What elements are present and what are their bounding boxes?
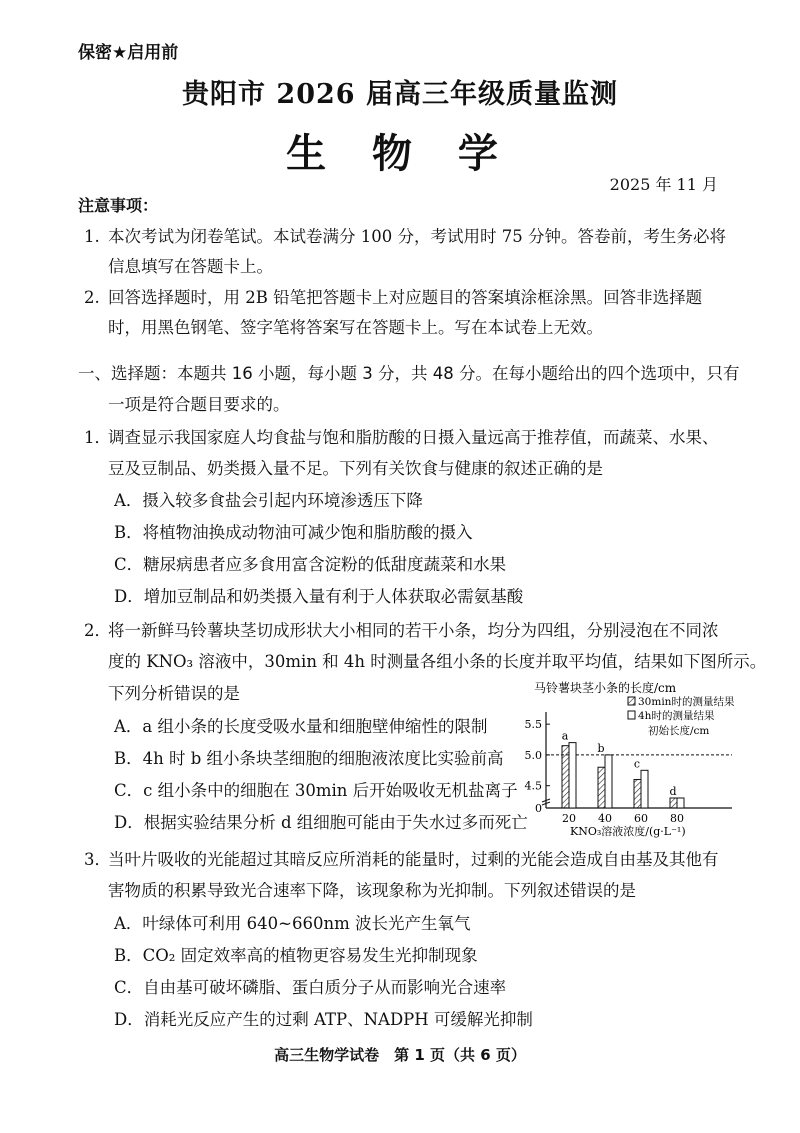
page-footer: 高三生物学试卷 第 1 页（共 6 页） bbox=[274, 1046, 526, 1064]
question-2 bbox=[84, 617, 719, 641]
note-text: 回答选择题时，用 2B 铅笔把答题卡上对应题目的答案填涂框涂黑。回答非选择题 bbox=[108, 288, 703, 307]
legend-swatch bbox=[628, 697, 635, 705]
group-label: a bbox=[561, 729, 569, 743]
question-3 bbox=[84, 846, 719, 870]
y-tick-label: 4.5 bbox=[524, 779, 542, 793]
bar-d-30min bbox=[670, 798, 677, 808]
x-tick-label: 20 bbox=[562, 812, 576, 825]
chart-title: 马铃薯块茎小条的长度/cm bbox=[534, 681, 677, 695]
question-stem-cont: 害物质的积累导致光合速率下降，该现象称为光抑制。下列叙述错误的是 bbox=[108, 881, 636, 900]
x-tick-label: 60 bbox=[634, 812, 648, 825]
option-a: A．a 组小条的长度受吸水量和细胞壁伸缩性的限制 bbox=[114, 717, 488, 736]
x-tick-label: 80 bbox=[670, 812, 684, 825]
option-b: B．CO₂ 固定效率高的植物更容易发生光抑制现象 bbox=[114, 946, 478, 965]
question-1 bbox=[84, 424, 719, 448]
group-label: c bbox=[633, 757, 641, 771]
note-number: 1. bbox=[84, 227, 100, 246]
note-text-cont: 时，用黑色钢笔、签字笔将答案写在答题卡上。写在本试卷上无效。 bbox=[108, 318, 603, 337]
note-item bbox=[84, 284, 702, 308]
option-d: D．增加豆制品和奶类摄入量有利于人体获取必需氨基酸 bbox=[114, 587, 524, 606]
bar-a-30min bbox=[562, 746, 569, 808]
subject-title: 生 物 学 bbox=[286, 130, 514, 177]
exam-title: 贵阳市 2026 届高三年级质量监测 bbox=[182, 79, 618, 110]
option-c: C．糖尿病患者应多食用富含淀粉的低甜度蔬菜和水果 bbox=[114, 555, 507, 574]
group-label: d bbox=[669, 785, 677, 798]
legend-label: 30min时的测量结果 bbox=[638, 696, 735, 708]
chart-x-label: KNO₃溶液浓度/(g·L⁻¹) bbox=[570, 825, 686, 838]
legend-label: 4h时的测量结果 bbox=[638, 710, 715, 722]
group-label: b bbox=[597, 741, 605, 755]
y-tick-label: 5.0 bbox=[524, 748, 542, 762]
bar-b-4h bbox=[605, 755, 612, 808]
legend-swatch bbox=[628, 711, 635, 719]
bar-c-4h bbox=[641, 770, 648, 808]
section-heading: 一、选择题：本题共 16 小题，每小题 3 分，共 48 分。在每小题给出的四个选项中，只有 bbox=[78, 364, 740, 383]
question-number: 1． bbox=[84, 428, 111, 447]
option-b: B．将植物油换成动物油可减少饱和脂肪酸的摄入 bbox=[114, 523, 473, 542]
option-a: A．叶绿体可利用 640~660nm 波长光产生氧气 bbox=[114, 914, 471, 933]
note-text: 本次考试为闭卷笔试。本试卷满分 100 分，考试用时 75 分钟。答卷前，考生务必将 bbox=[108, 227, 726, 246]
option-c: C．c 组小条中的细胞在 30min 后开始吸收无机盐离子 bbox=[114, 781, 518, 800]
legend-reference-label: 初始长度/cm bbox=[648, 725, 710, 737]
question-stem-cont: 度的 KNO₃ 溶液中，30min 和 4h 时测量各组小条的长度并取平均值，结果如下图所示。 bbox=[108, 652, 767, 671]
length-bar-chart bbox=[510, 680, 742, 840]
question-stem: 将一新鲜马铃薯块茎切成形状大小相同的若干小条，均分为四组，分别浸泡在不同浓 bbox=[108, 621, 719, 640]
note-text-cont: 信息填写在答题卡上。 bbox=[108, 257, 273, 276]
option-d: D．根据实验结果分析 d 组细胞可能由于失水过多而死亡 bbox=[114, 813, 528, 832]
question-number: 3． bbox=[84, 850, 111, 869]
question-number: 2． bbox=[84, 621, 111, 640]
bar-d-4h bbox=[677, 798, 684, 808]
question-stem-cont: 下列分析错误的是 bbox=[108, 684, 240, 703]
question-stem: 当叶片吸收的光能超过其暗反应所消耗的能量时，过剩的光能会造成自由基及其他有 bbox=[108, 850, 719, 869]
bar-a-4h bbox=[569, 743, 576, 808]
y-tick-label: 5.5 bbox=[524, 718, 542, 732]
option-d: D．消耗光反应产生的过剩 ATP、NADPH 可缓解光抑制 bbox=[114, 1010, 533, 1029]
confidential-label: 保密★启用前 bbox=[78, 43, 179, 63]
note-item bbox=[84, 223, 726, 247]
note-number: 2. bbox=[84, 288, 100, 307]
bar-b-30min bbox=[598, 767, 605, 808]
option-c: C．自由基可破坏磷脂、蛋白质分子从而影响光合速率 bbox=[114, 978, 507, 997]
option-a: A．摄入较多食盐会引起内环境渗透压下降 bbox=[114, 491, 423, 510]
notes-heading: 注意事项： bbox=[78, 196, 159, 215]
question-stem: 调查显示我国家庭人均食盐与饱和脂肪酸的日摄入量远高于推荐值，而蔬菜、水果、 bbox=[108, 428, 719, 447]
x-tick-label: 40 bbox=[598, 812, 612, 825]
y-tick-label: 0 bbox=[535, 802, 542, 815]
exam-date: 2025 年 11 月 bbox=[609, 175, 718, 194]
question-stem-cont: 豆及豆制品、奶类摄入量不足。下列有关饮食与健康的叙述正确的是 bbox=[108, 459, 603, 478]
section-heading-cont: 一项是符合题目要求的。 bbox=[108, 395, 290, 414]
option-b: B．4h 时 b 组小条块茎细胞的细胞液浓度比实验前高 bbox=[114, 749, 504, 768]
bar-c-30min bbox=[634, 780, 641, 808]
